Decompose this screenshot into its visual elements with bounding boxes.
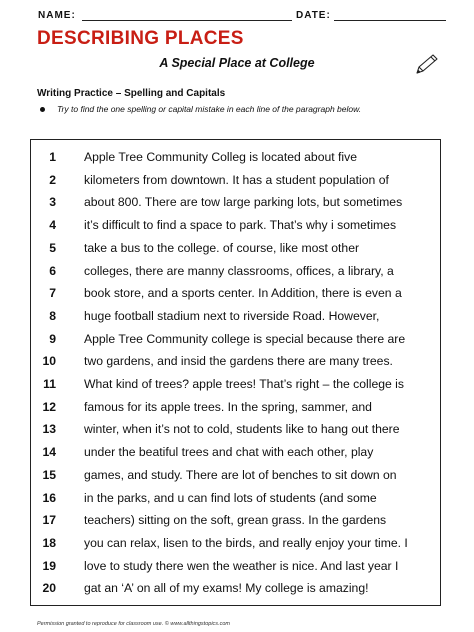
line-number: 9	[49, 331, 56, 346]
paragraph-line	[31, 241, 440, 263]
page-title: DESCRIBING PLACES	[37, 28, 244, 49]
line-number: 19	[42, 558, 56, 573]
date-field[interactable]	[334, 20, 446, 21]
paragraph-line	[31, 354, 440, 376]
line-text: you can relax, lisen to the birds, and really enjoy your time. I	[84, 535, 408, 550]
pencil-icon	[414, 52, 440, 76]
line-text: games, and study. There are lot of benches to sit down on	[84, 467, 397, 482]
line-text: kilometers from downtown. It has a student population of	[84, 172, 389, 187]
line-number: 5	[49, 240, 56, 255]
paragraph-line	[31, 400, 440, 422]
line-text: teachers) sitting on the soft, grean grass. In the gardens	[84, 513, 387, 528]
paragraph-line	[31, 377, 440, 399]
line-number: 11	[43, 377, 56, 391]
paragraph-line	[31, 513, 440, 535]
line-number: 7	[49, 286, 56, 301]
line-text: it’s difficult to find a space to park. That’s why i sometimes	[84, 218, 397, 233]
line-number: 2	[49, 172, 56, 187]
line-text: book store, and a sports center. In Addition, there is even a	[84, 286, 402, 301]
line-number: 17	[42, 513, 56, 528]
line-text: What kind of trees? apple trees! That’s right – the college is	[84, 377, 404, 391]
name-field[interactable]	[82, 20, 292, 21]
line-number: 13	[42, 422, 56, 437]
line-text: huge football stadium next to riverside Road. However,	[84, 308, 380, 323]
date-label: DATE:	[296, 10, 331, 21]
line-number: 4	[49, 218, 56, 233]
line-number: 16	[42, 490, 56, 505]
line-number: 3	[49, 195, 56, 210]
paragraph-line	[31, 173, 440, 195]
paragraph-box	[30, 139, 441, 606]
line-text: take a bus to the college. of course, like most other	[84, 240, 360, 255]
line-number: 6	[49, 263, 56, 278]
paragraph-line	[31, 309, 440, 331]
line-text: Apple Tree Community college is special because there are	[84, 331, 406, 346]
line-number: 15	[42, 467, 56, 482]
line-text: about 800. There are tow large parking lots, but sometimes	[84, 195, 403, 210]
footer-permission: Permission granted to reproduce for classroom use. © www.allthingstopics.com	[37, 621, 230, 627]
paragraph-line	[31, 218, 440, 240]
line-number: 14	[42, 445, 56, 460]
line-text: in the parks, and u can find lots of students (and some	[84, 490, 377, 505]
name-label: NAME:	[38, 10, 76, 21]
line-text: colleges, there are manny classrooms, offices, a library, a	[84, 263, 394, 278]
line-text: famous for its apple trees. In the spring, sammer, and	[84, 399, 372, 414]
paragraph-line	[31, 559, 440, 581]
paragraph-line	[31, 422, 440, 444]
line-text: love to study there wen the weather is nice. And last year I	[84, 558, 399, 573]
paragraph-line	[31, 195, 440, 217]
line-number: 12	[42, 399, 56, 414]
section-heading: Writing Practice – Spelling and Capitals	[37, 88, 226, 99]
header-row	[38, 10, 448, 26]
paragraph-line	[31, 491, 440, 513]
line-number: 8	[49, 308, 56, 323]
paragraph-line	[31, 468, 440, 490]
line-text: two gardens, and insid the gardens there are many trees.	[84, 354, 393, 369]
paragraph-line	[31, 332, 440, 354]
paragraph-line	[31, 264, 440, 286]
paragraph-line	[31, 150, 440, 172]
line-number: 18	[42, 535, 56, 550]
instruction-text: Try to find the one spelling or capital mistake in each line of the paragraph below.	[57, 104, 362, 114]
line-number: 1	[49, 150, 56, 164]
line-text: under the beatiful trees and chat with each other, play	[84, 445, 374, 460]
line-number: 10	[42, 354, 56, 369]
line-text: Apple Tree Community Colleg is located about five	[84, 150, 358, 164]
page-subtitle: A Special Place at College	[159, 56, 315, 70]
paragraph-line	[31, 286, 440, 308]
line-text: gat an ‘A’ on all of my exams! My college is amazing!	[84, 581, 369, 596]
paragraph-line	[31, 445, 440, 467]
line-text: winter, when it’s not to cold, students like to hang out there	[84, 422, 400, 437]
bullet-icon	[40, 107, 45, 112]
paragraph-line	[31, 536, 440, 558]
line-number: 20	[42, 581, 56, 596]
paragraph-line	[31, 581, 440, 603]
